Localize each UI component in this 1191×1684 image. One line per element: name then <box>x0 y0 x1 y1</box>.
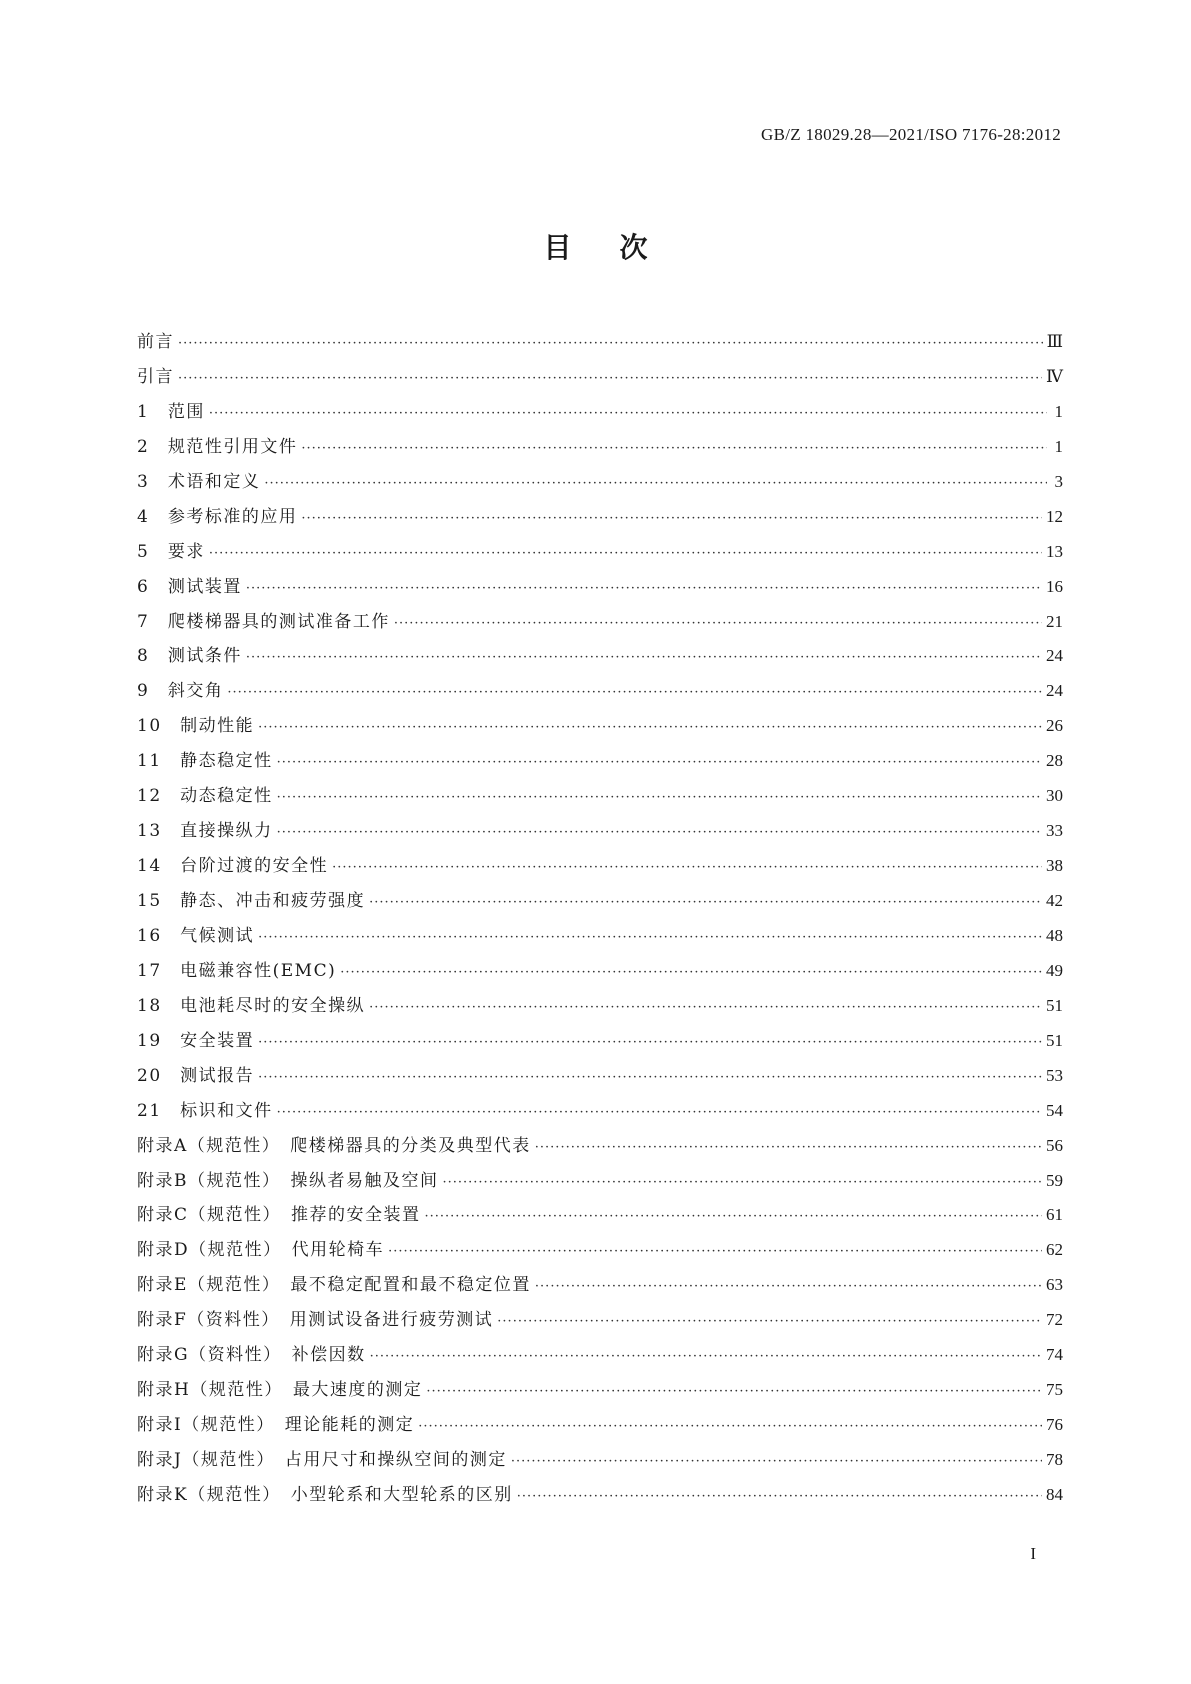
toc-entry-page: 33 <box>1046 821 1063 841</box>
toc-entry-label: 13 直接操纵力 <box>137 821 273 842</box>
toc-leader-dots <box>370 1349 1042 1364</box>
toc-entry-label: 19 安全装置 <box>137 1030 255 1051</box>
toc-entry[interactable] <box>137 1096 1063 1131</box>
toc-entry-page: 26 <box>1046 716 1063 736</box>
toc-leader-dots <box>535 1279 1042 1294</box>
toc-entry[interactable] <box>137 816 1063 851</box>
toc-entry-page: 24 <box>1046 681 1063 701</box>
toc-entry[interactable] <box>137 1445 1063 1480</box>
toc-entry[interactable] <box>137 397 1063 432</box>
toc-leader-dots <box>246 581 1042 596</box>
toc-entry-label: 9 斜交角 <box>137 681 224 702</box>
toc-entry-label: 引言 <box>137 366 174 387</box>
toc-entry-page: 51 <box>1046 995 1063 1015</box>
toc-entry-label: 附录H（规范性） 最大速度的测定 <box>137 1380 423 1401</box>
toc-entry[interactable] <box>137 502 1063 537</box>
toc-entry[interactable] <box>137 921 1063 956</box>
toc-leader-dots <box>511 1454 1042 1469</box>
toc-entry-label: 附录G（资料性） 补偿因数 <box>137 1345 366 1366</box>
standard-code: GB/Z 18029.28—2021/ISO 7176-28:2012 <box>761 125 1061 144</box>
toc-leader-dots <box>277 790 1042 805</box>
toc-entry-page: 16 <box>1046 576 1063 596</box>
toc-entry-label: 附录J（规范性） 占用尺寸和操纵空间的测定 <box>137 1450 507 1470</box>
toc-entry-label: 附录B（规范性） 操纵者易触及空间 <box>137 1170 439 1191</box>
toc-entry[interactable] <box>137 1480 1063 1515</box>
toc-leader-dots <box>277 825 1042 840</box>
toc-entry[interactable] <box>137 537 1063 572</box>
toc-entry[interactable] <box>137 886 1063 921</box>
toc-leader-dots <box>517 1489 1042 1504</box>
toc-entry[interactable] <box>137 781 1063 816</box>
toc-entry-label: 14 台阶过渡的安全性 <box>137 856 329 877</box>
toc-entry-page: 51 <box>1046 1030 1063 1050</box>
toc-entry-label: 20 测试报告 <box>137 1065 255 1086</box>
toc-entry-page: 24 <box>1046 646 1063 666</box>
toc-entry-label: 前言 <box>137 332 174 352</box>
toc-entry[interactable] <box>137 956 1063 991</box>
toc-entry-page: 78 <box>1046 1450 1063 1469</box>
toc-entry-label: 15 静态、冲击和疲劳强度 <box>137 891 366 911</box>
toc-leader-dots <box>369 895 1042 910</box>
toc-leader-dots <box>425 1209 1042 1224</box>
toc-leader-dots <box>209 406 1047 421</box>
toc-entry-label: 3 术语和定义 <box>137 471 261 492</box>
toc-entry-page: 74 <box>1046 1345 1063 1365</box>
toc-leader-dots <box>418 1419 1042 1434</box>
toc-entry[interactable] <box>137 1200 1063 1235</box>
toc-entry-page: 56 <box>1046 1135 1063 1155</box>
toc-entry-label: 10 制动性能 <box>137 716 255 737</box>
toc-leader-dots <box>301 511 1042 526</box>
toc-leader-dots <box>426 1384 1042 1399</box>
toc-leader-dots <box>394 616 1042 631</box>
toc-entry[interactable] <box>137 1166 1063 1201</box>
toc-entry-label: 2 规范性引用文件 <box>137 436 298 457</box>
page-title: 目次 <box>543 231 696 264</box>
toc-entry-label: 附录I（规范性） 理论能耗的测定 <box>137 1415 415 1436</box>
toc-entry-page: 30 <box>1046 786 1063 806</box>
toc-entry[interactable] <box>137 641 1063 676</box>
toc-entry-page: 59 <box>1046 1170 1063 1190</box>
toc-leader-dots <box>264 476 1047 491</box>
toc-entry[interactable] <box>137 746 1063 781</box>
toc-leader-dots <box>277 755 1042 770</box>
toc-entry[interactable] <box>137 607 1063 642</box>
toc-entry-label: 12 动态稳定性 <box>137 786 273 807</box>
toc-entry-page: 53 <box>1046 1065 1063 1085</box>
toc-entry-page: Ⅲ <box>1046 332 1063 351</box>
page-number: I <box>1030 1544 1036 1563</box>
toc-entry-page: 3 <box>1054 471 1063 491</box>
toc-leader-dots <box>497 1314 1042 1329</box>
toc-entry-page: 49 <box>1046 960 1063 980</box>
toc-entry[interactable] <box>137 327 1063 362</box>
toc-leader-dots <box>277 1105 1042 1120</box>
toc-entry-label: 1 范围 <box>137 401 205 422</box>
toc-entry-label: 11 静态稳定性 <box>137 751 273 772</box>
toc-entry[interactable] <box>137 851 1063 886</box>
toc-entry-page: 28 <box>1046 751 1063 771</box>
table-of-contents <box>137 327 1063 1515</box>
toc-entry-label: 16 气候测试 <box>137 925 255 946</box>
toc-entry[interactable] <box>137 1270 1063 1305</box>
toc-leader-dots <box>227 685 1042 700</box>
toc-leader-dots <box>388 1244 1042 1259</box>
toc-entry-page: 42 <box>1046 891 1063 910</box>
toc-entry-label: 5 要求 <box>137 541 205 562</box>
toc-entry-page: 61 <box>1046 1205 1063 1225</box>
toc-entry[interactable] <box>137 991 1063 1026</box>
toc-entry[interactable] <box>137 1061 1063 1096</box>
toc-entry-page: 13 <box>1046 541 1063 561</box>
toc-leader-dots <box>535 1140 1042 1155</box>
toc-leader-dots <box>258 1035 1042 1050</box>
toc-leader-dots <box>301 441 1047 456</box>
toc-leader-dots <box>209 546 1042 561</box>
toc-entry[interactable] <box>137 572 1063 607</box>
toc-entry-page: 12 <box>1046 506 1063 526</box>
toc-leader-dots <box>340 965 1042 980</box>
toc-entry-page: 75 <box>1046 1380 1063 1400</box>
toc-entry-label: 18 电池耗尽时的安全操纵 <box>137 995 366 1016</box>
toc-entry[interactable] <box>137 1375 1063 1410</box>
toc-entry-page: 84 <box>1046 1484 1063 1504</box>
toc-entry[interactable] <box>137 1026 1063 1061</box>
toc-entry-page: 1 <box>1054 436 1063 456</box>
toc-entry-label: 附录C（规范性） 推荐的安全装置 <box>137 1205 421 1226</box>
toc-entry-label: 6 测试装置 <box>137 576 242 597</box>
toc-leader-dots <box>258 1070 1042 1085</box>
toc-entry-page: 21 <box>1046 611 1063 631</box>
toc-entry[interactable] <box>137 1131 1063 1166</box>
toc-entry-label: 附录E（规范性） 最不稳定配置和最不稳定位置 <box>137 1275 531 1296</box>
toc-leader-dots <box>178 371 1042 386</box>
toc-entry[interactable] <box>137 362 1063 397</box>
toc-entry-label: 7 爬楼梯器具的测试准备工作 <box>137 611 390 632</box>
toc-entry-label: 附录K（规范性） 小型轮系和大型轮系的区别 <box>137 1484 513 1505</box>
toc-leader-dots <box>332 860 1042 875</box>
toc-entry-label: 附录F（资料性） 用测试设备进行疲劳测试 <box>137 1310 494 1331</box>
toc-entry-page: 48 <box>1046 925 1063 945</box>
toc-leader-dots <box>258 720 1042 735</box>
toc-entry-page: 76 <box>1046 1415 1063 1435</box>
toc-entry-page: 1 <box>1054 401 1063 421</box>
toc-entry-label: 附录D（规范性） 代用轮椅车 <box>137 1240 385 1261</box>
toc-leader-dots <box>258 930 1042 945</box>
toc-entry-page: 62 <box>1046 1240 1063 1260</box>
toc-entry-label: 17 电磁兼容性(EMC) <box>137 960 337 981</box>
toc-entry[interactable] <box>137 1305 1063 1340</box>
toc-leader-dots <box>246 650 1042 665</box>
toc-entry-page: 54 <box>1046 1100 1063 1120</box>
toc-entry-page: 63 <box>1046 1275 1063 1295</box>
toc-entry[interactable] <box>137 711 1063 746</box>
toc-entry-page: 38 <box>1046 856 1063 876</box>
toc-leader-dots <box>178 336 1043 351</box>
toc-entry[interactable] <box>137 1340 1063 1375</box>
toc-leader-dots <box>443 1175 1043 1190</box>
toc-entry-label: 8 测试条件 <box>137 646 242 667</box>
toc-leader-dots <box>369 1000 1042 1015</box>
toc-entry[interactable] <box>137 1410 1063 1445</box>
toc-entry[interactable] <box>137 676 1063 711</box>
toc-entry[interactable] <box>137 1235 1063 1270</box>
toc-entry-page: Ⅳ <box>1046 366 1063 386</box>
toc-entry[interactable] <box>137 432 1063 467</box>
toc-entry-page: 72 <box>1046 1310 1063 1330</box>
toc-entry-label: 附录A（规范性） 爬楼梯器具的分类及典型代表 <box>137 1135 531 1156</box>
toc-entry[interactable] <box>137 467 1063 502</box>
toc-entry-label: 21 标识和文件 <box>137 1100 273 1121</box>
toc-entry-label: 4 参考标准的应用 <box>137 506 298 527</box>
